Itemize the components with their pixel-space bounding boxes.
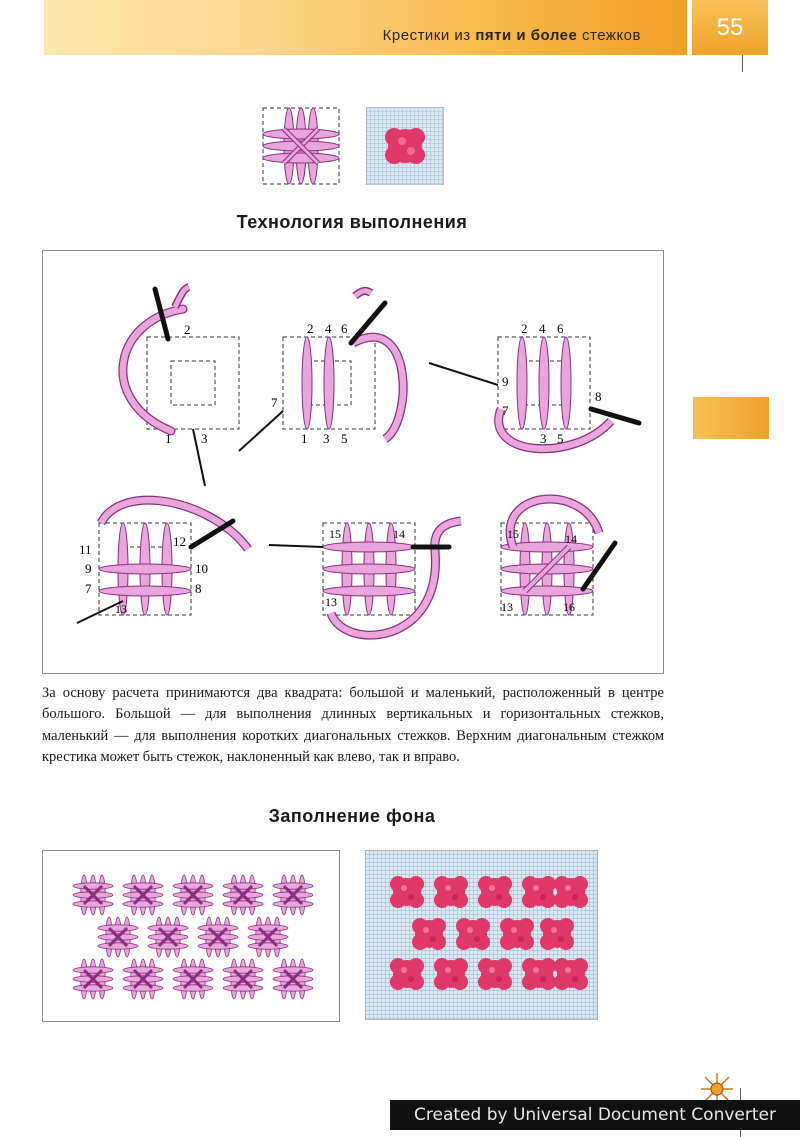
fill-row-1 (73, 875, 313, 915)
fill-embroidery-photo (365, 850, 598, 1020)
step2-label-4: 4 (325, 321, 332, 336)
step2-label-2: 2 (307, 321, 314, 336)
step4-label-8: 8 (195, 581, 202, 596)
step-1-diagram (123, 287, 239, 486)
body-paragraph: За основу расчета принимаются два квадрата: большой и маленький, расположенный в центре большого. Большой — для выполнения длинных вертикальных и горизонтальных стежков, маленький — для выполнения коротких диагональных стежков. Верхним диагональным стежком крестика может быть стежок, наклоненный как влево, так и вправо. (42, 685, 664, 766)
page-rule (742, 55, 743, 72)
step2-label-1: 1 (301, 431, 308, 446)
step-5-diagram (269, 521, 461, 635)
step3-label-5: 5 (557, 431, 564, 446)
step4-label-11: 11 (79, 542, 92, 557)
step4-label-7: 7 (85, 581, 92, 596)
fill-row-3 (73, 959, 313, 999)
step2-label-6: 6 (341, 321, 348, 336)
step4-label-10: 10 (195, 561, 208, 576)
step4-label-13: 13 (115, 602, 127, 616)
step2-label-5: 5 (341, 431, 348, 446)
chapter-title: Крестики из пяти и более стежков (382, 27, 641, 44)
sample-embroidery-photo (366, 107, 444, 185)
technique-diagrams (43, 251, 663, 673)
step-4-diagram (77, 500, 248, 623)
step5-label-13: 13 (325, 595, 337, 609)
step3-label-6: 6 (557, 321, 564, 336)
step1-label-2: 2 (184, 322, 191, 337)
page-number-box (692, 0, 768, 55)
technique-figure (42, 250, 664, 674)
step2-label-7: 7 (271, 395, 278, 410)
step3-label-2: 2 (521, 321, 528, 336)
step-3-diagram (429, 321, 639, 449)
fill-row-2 (98, 917, 288, 957)
step4-label-12: 12 (173, 534, 186, 549)
step6-label-13: 13 (501, 600, 513, 614)
step1-label-1: 1 (165, 431, 172, 446)
converter-watermark: Created by Universal Document Converter (390, 1100, 800, 1130)
step3-label-9: 9 (502, 374, 509, 389)
fill-pattern-diagram (43, 851, 339, 1021)
step6-label-16: 16 (563, 600, 575, 614)
step-2-diagram (239, 291, 403, 451)
step5-label-14: 14 (393, 527, 405, 541)
step6-label-14: 14 (565, 532, 577, 546)
side-tab (693, 397, 769, 439)
fill-pattern-figure (42, 850, 340, 1022)
step4-label-9: 9 (85, 561, 92, 576)
sample-stitch-diagram (262, 107, 340, 185)
fill-photo-row-1 (390, 876, 588, 908)
fill-photo-row-3 (390, 958, 588, 990)
step3-label-4: 4 (539, 321, 546, 336)
step-6-diagram (501, 499, 615, 615)
fill-heading: Заполнение фона (268, 806, 436, 826)
step3-label-7: 7 (502, 403, 509, 418)
step5-label-15: 15 (329, 527, 341, 541)
step3-label-8: 8 (595, 389, 602, 404)
step6-label-15: 15 (507, 527, 519, 541)
page-number: 55 (716, 14, 744, 41)
header-bar (44, 0, 687, 55)
technique-heading: Технология выполнения (236, 212, 468, 232)
step1-label-3: 3 (201, 431, 208, 446)
step3-label-3: 3 (540, 431, 547, 446)
step2-label-3: 3 (323, 431, 330, 446)
